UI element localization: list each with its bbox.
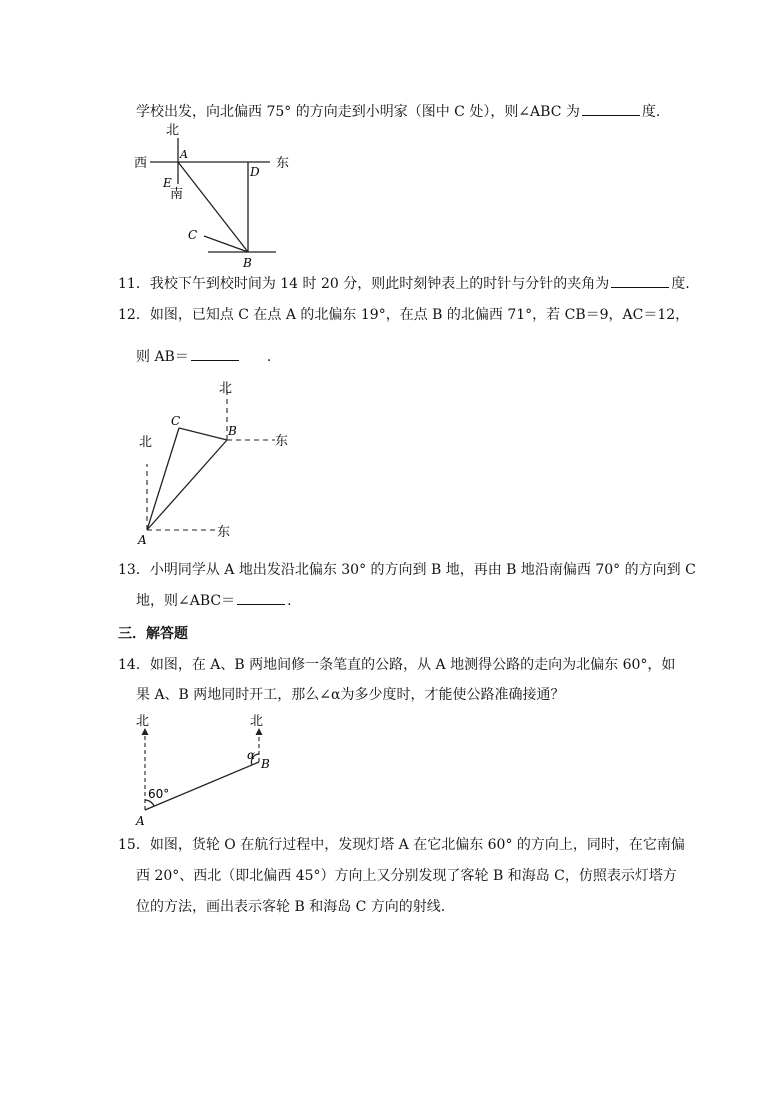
label-north-a: 北	[139, 435, 153, 450]
line-cb	[179, 428, 227, 440]
line-ab	[147, 440, 227, 530]
label-a: A	[138, 533, 147, 547]
q10-body: 学校出发，向北偏西 75° 的方向走到小明家（图中 C 处），则∠ABC 为	[136, 104, 580, 120]
figure-q12	[135, 378, 295, 548]
q12-suffix: .	[266, 349, 272, 365]
label-d: D	[250, 165, 260, 179]
q13-answer-blank[interactable]	[237, 590, 285, 605]
q13-suffix: .	[287, 593, 292, 609]
label-e: E	[163, 176, 172, 190]
q12-answer-blank[interactable]	[191, 346, 239, 361]
q11-answer-blank[interactable]	[611, 273, 669, 288]
q10-suffix: 度.	[641, 104, 661, 120]
label-c: C	[188, 228, 198, 242]
q15-line2: 西 20°、西北（即北偏西 45°）方向上又分别发现了客轮 B 和海岛 C，仿照表示灯塔方	[136, 868, 677, 884]
label-east-b: 东	[275, 434, 289, 449]
arrow-up-icon	[256, 728, 263, 735]
label-east: 东	[276, 156, 290, 171]
q13-line2	[136, 590, 292, 611]
label-c: C	[171, 414, 181, 428]
figure-q14	[130, 712, 290, 830]
label-north-b: 北	[219, 381, 233, 396]
q13-line1: 13．小明同学从 A 地出发沿北偏东 30° 的方向到 B 地，再由 B 地沿南偏西 70° 的方向到 C	[118, 562, 696, 578]
q12-line2	[136, 346, 271, 367]
label-north: 北	[166, 123, 180, 138]
label-north-b: 北	[250, 714, 264, 729]
label-b: B	[243, 256, 252, 270]
q12-line1: 12．如图，已知点 C 在点 A 的北偏东 19°，在点 B 的北偏西 71°，若 CB＝9，AC＝12，	[118, 307, 690, 323]
label-b: B	[261, 757, 270, 771]
section-title: 三．解答题	[118, 626, 188, 642]
q14-line1: 14．如图，在 A、B 两地间修一条笔直的公路，从 A 地测得公路的走向为北偏东 60°，如	[118, 657, 676, 673]
q13-prefix: 地，则∠ABC＝	[136, 593, 236, 609]
q15-line1: 15．如图，货轮 O 在航行过程中，发现灯塔 A 在它北偏东 60° 的方向上，同时，在它南偏	[118, 837, 685, 853]
q10-answer-blank[interactable]	[582, 101, 640, 116]
label-north-a: 北	[136, 714, 150, 729]
q11-suffix: 度.	[671, 276, 690, 292]
label-a: A	[180, 148, 188, 161]
label-west: 西	[134, 156, 148, 171]
road-ab	[145, 762, 259, 810]
q11-text	[118, 273, 690, 294]
q11-body: 11．我校下午到校时间为 14 时 20 分，则此时刻钟表上的时针与分针的夹角为	[118, 276, 610, 292]
q14-line2: 果 A、B 两地同时开工，那么∠α为多少度时，才能使公路准确接通？	[136, 687, 565, 703]
q15-line3: 位的方法，画出表示客轮 B 和海岛 C 方向的射线.	[136, 899, 446, 915]
figure-q10	[130, 118, 300, 268]
label-angle-60: 60°	[148, 787, 170, 801]
label-b: B	[228, 424, 237, 438]
label-south: 南	[170, 187, 184, 202]
label-a: A	[136, 814, 145, 828]
label-alpha: α	[247, 748, 256, 762]
label-east-a: 东	[217, 525, 231, 540]
q12-prefix: 则 AB＝	[136, 349, 189, 365]
arrow-up-icon	[142, 728, 149, 735]
